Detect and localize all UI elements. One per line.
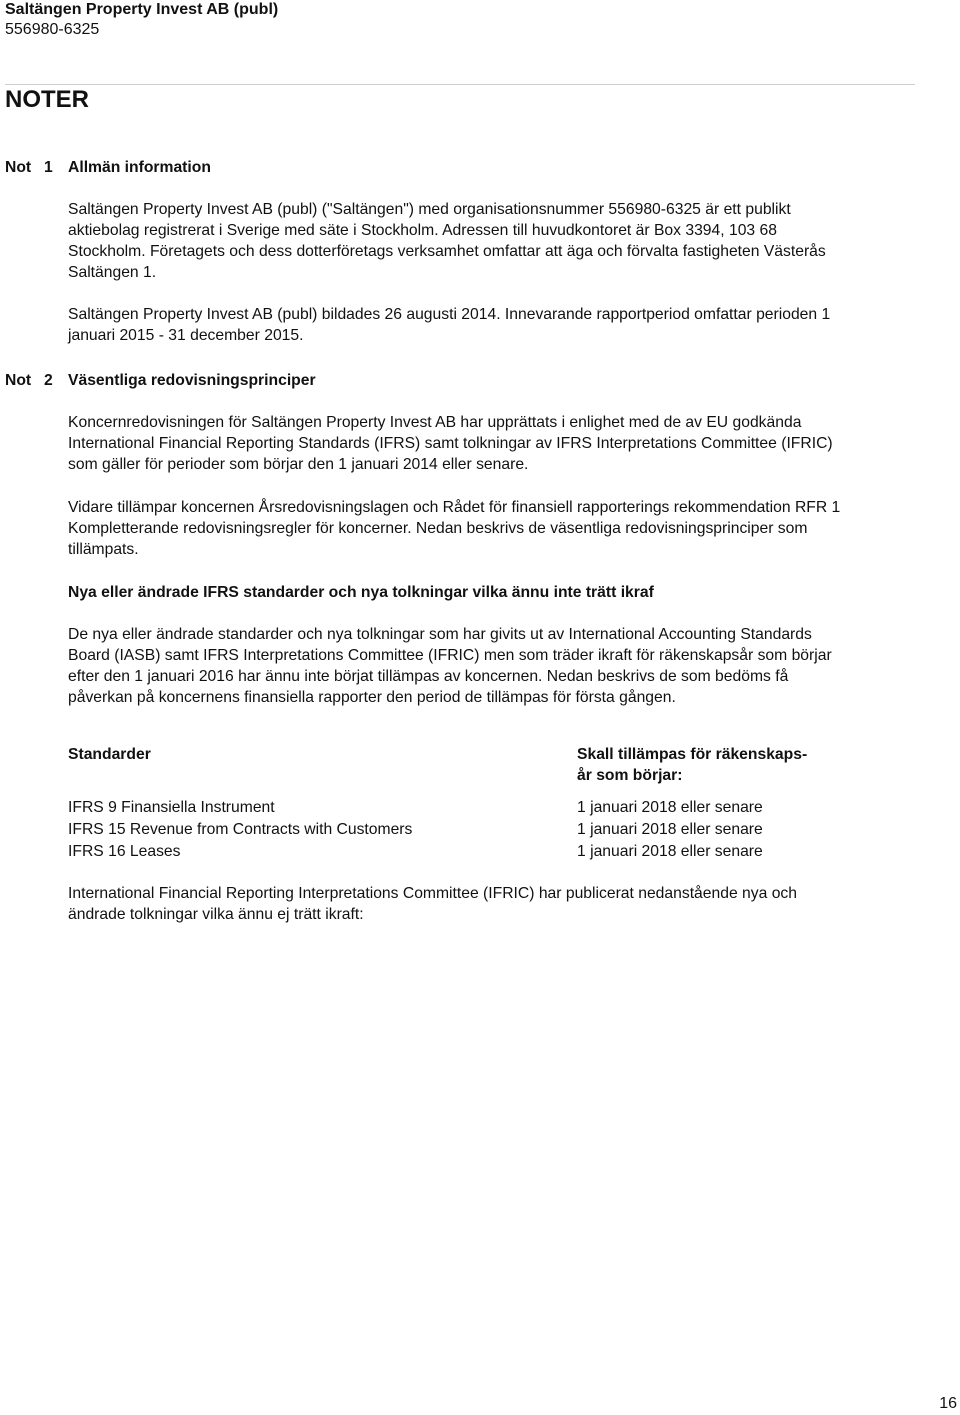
table-cell-effective: 1 januari 2018 eller senare xyxy=(577,843,763,860)
table-cell-standard: IFRS 15 Revenue from Contracts with Customers xyxy=(68,821,413,838)
table-header-effective xyxy=(577,744,807,786)
note-2-paragraph-2 xyxy=(68,497,840,560)
paragraph-line: Saltängen 1. xyxy=(68,264,157,281)
ifrs-paragraph xyxy=(68,624,832,708)
table-header-line: år som börjar: xyxy=(577,767,683,784)
paragraph-line: Stockholm. Företagets och dess dotterföretags verksamhet omfattar att äga och förvalta fastigheten Västerås xyxy=(68,243,826,260)
note-1-label: Not xyxy=(5,159,32,176)
table-cell-standard: IFRS 16 Leases xyxy=(68,843,181,860)
paragraph-line: efter den 1 januari 2016 har ännu inte börjat tillämpas av koncernen. Nedan beskrivs de som bedöms få xyxy=(68,668,789,685)
note-1-paragraph-1 xyxy=(68,199,826,283)
paragraph-line: Board (IASB) samt IFRS Interpretations Committee (IFRIC) men som träder ikraft för räkenskapsår som börjar xyxy=(68,647,832,664)
ifric-paragraph xyxy=(68,883,797,925)
note-1-number: 1 xyxy=(44,159,53,176)
page-title: NOTER xyxy=(5,86,89,113)
paragraph-line: International Financial Reporting Standards (IFRS) samt tolkningar av IFRS Interpretations Committee (IFRIC) xyxy=(68,435,833,452)
note-2-title: Väsentliga redovisningsprinciper xyxy=(68,372,316,389)
paragraph-line: aktiebolag registrerat i Sverige med säte i Stockholm. Adressen till huvudkontoret är Box 3394, 103 68 xyxy=(68,222,777,239)
page-number: 16 xyxy=(939,1395,957,1412)
note-2-label: Not xyxy=(5,372,32,389)
org-number: 556980-6325 xyxy=(5,21,100,38)
table-column-standards xyxy=(68,797,412,863)
note-2-paragraph-1 xyxy=(68,412,833,475)
table-column-effective xyxy=(577,797,763,863)
paragraph-line: tillämpats. xyxy=(68,541,139,558)
paragraph-line: Saltängen Property Invest AB (publ) ("Saltängen") med organisationsnummer 556980-6325 är ett publikt xyxy=(68,201,791,218)
table-cell-effective: 1 januari 2018 eller senare xyxy=(577,821,763,838)
paragraph-line: som gäller för perioder som börjar den 1 januari 2014 eller senare. xyxy=(68,456,529,473)
paragraph-line: ändrade tolkningar vilka ännu ej trätt ikraft: xyxy=(68,906,364,923)
note-1-title: Allmän information xyxy=(68,159,211,176)
paragraph-line: Saltängen Property Invest AB (publ) bildades 26 augusti 2014. Innevarande rapportperiod omfattar perioden 1 xyxy=(68,306,831,323)
company-name: Saltängen Property Invest AB (publ) xyxy=(5,1,279,18)
paragraph-line: påverkan på koncernens finansiella rapporter den period de tillämpas för första gången. xyxy=(68,689,676,706)
paragraph-line: International Financial Reporting Interpretations Committee (IFRIC) har publicerat nedanstående nya och xyxy=(68,885,797,902)
paragraph-line: Kompletterande redovisningsregler för koncerner. Nedan beskrivs de väsentliga redovisningsprinciper som xyxy=(68,520,808,537)
paragraph-line: januari 2015 - 31 december 2015. xyxy=(68,327,304,344)
table-header-standards: Standarder xyxy=(68,746,151,763)
note-2-number: 2 xyxy=(44,372,53,389)
table-header-line: Skall tillämpas för räkenskaps- xyxy=(577,746,808,763)
paragraph-line: Koncernredovisningen för Saltängen Property Invest AB har upprättats i enlighet med de av EU godkända xyxy=(68,414,802,431)
paragraph-line: Vidare tillämpar koncernen Årsredovisningslagen och Rådet för finansiell rapporterings rekommendation RFR 1 xyxy=(68,499,841,516)
table-cell-effective: 1 januari 2018 eller senare xyxy=(577,799,763,816)
table-cell-standard: IFRS 9 Finansiella Instrument xyxy=(68,799,275,816)
note-1-paragraph-2 xyxy=(68,304,830,346)
paragraph-line: De nya eller ändrade standarder och nya tolkningar som har givits ut av International Accounting Standards xyxy=(68,626,812,643)
ifrs-subheading: Nya eller ändrade IFRS standarder och nya tolkningar vilka ännu inte trätt ikraf xyxy=(68,584,654,601)
header-divider xyxy=(5,84,915,85)
